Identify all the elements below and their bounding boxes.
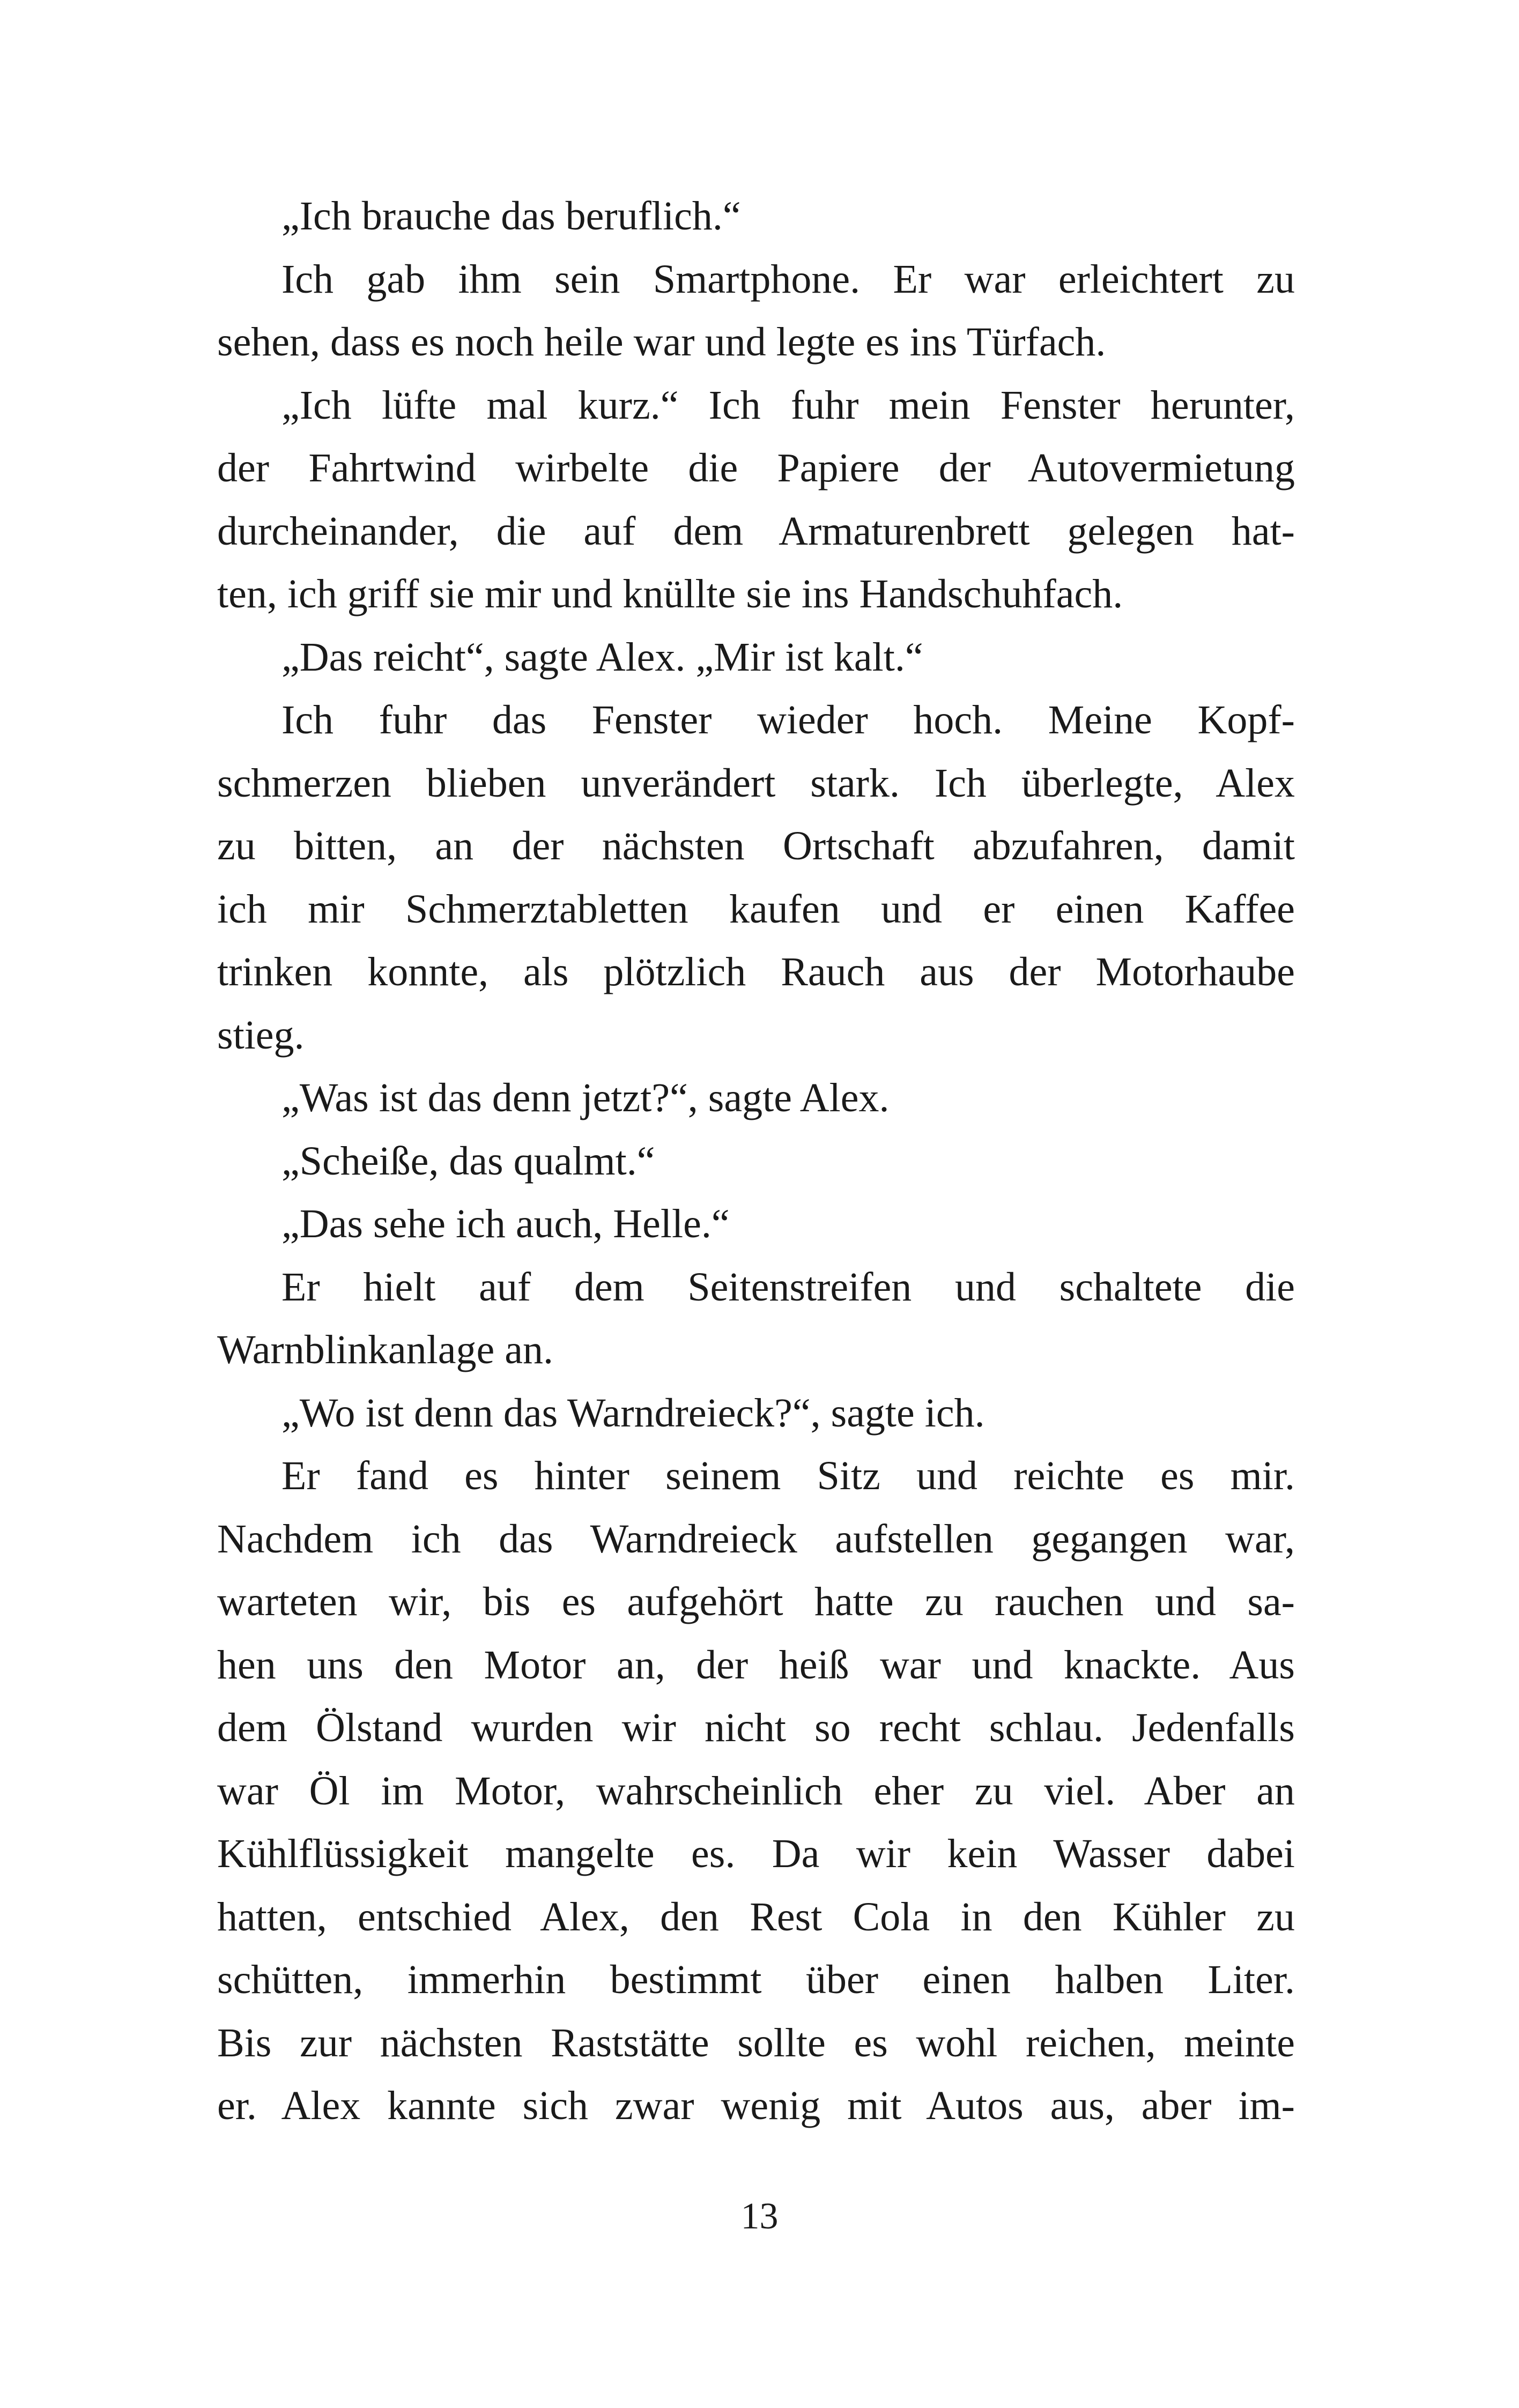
text-line: hen uns den Motor an, der heiß war und knackte. Aus: [217, 1642, 1295, 1688]
text-line: schütten, immerhin bestimmt über einen halben Liter.: [217, 1957, 1295, 2002]
text-line: dem Ölstand wurden wir nicht so recht schlau. Jedenfalls: [217, 1705, 1295, 1750]
text-line: „Wo ist denn das Warndreieck?“, sagte ich.: [281, 1390, 985, 1436]
text-line: er. Alex kannte sich zwar wenig mit Autos aus, aber im-: [217, 2083, 1295, 2128]
text-line: „Ich lüfte mal kurz.“ Ich fuhr mein Fenster herunter,: [281, 382, 1295, 428]
text-line: Ich gab ihm sein Smartphone. Er war erleichtert zu: [281, 256, 1295, 302]
text-line: „Scheiße, das qualmt.“: [281, 1138, 655, 1184]
text-line: ich mir Schmerztabletten kaufen und er einen Kaffee: [217, 886, 1295, 932]
text-line: war Öl im Motor, wahrscheinlich eher zu viel. Aber an: [217, 1768, 1295, 1814]
text-line: der Fahrtwind wirbelte die Papiere der Autovermietung: [217, 445, 1295, 490]
text-line: Ich fuhr das Fenster wieder hoch. Meine Kopf-: [281, 697, 1295, 742]
text-line: „Das sehe ich auch, Helle.“: [281, 1201, 730, 1246]
text-line: trinken konnte, als plötzlich Rauch aus der Motorhaube: [217, 949, 1295, 994]
text-line: schmerzen blieben unverändert stark. Ich überlegte, Alex: [217, 760, 1295, 806]
text-line: Er fand es hinter seinem Sitz und reichte es mir.: [281, 1453, 1295, 1498]
text-line: „Das reicht“, sagte Alex. „Mir ist kalt.“: [281, 634, 923, 680]
text-line: Nachdem ich das Warndreieck aufstellen gegangen war,: [217, 1516, 1295, 1562]
text-line: Bis zur nächsten Raststätte sollte es wohl reichen, meinte: [217, 2020, 1295, 2065]
text-line: durcheinander, die auf dem Armaturenbrett gelegen hat-: [217, 508, 1295, 554]
text-line: ten, ich griff sie mir und knüllte sie ins Handschuhfach.: [217, 571, 1123, 616]
text-line: „Ich brauche das beruflich.“: [281, 194, 741, 239]
text-line: „Was ist das denn jetzt?“, sagte Alex.: [281, 1075, 890, 1120]
text-line: zu bitten, an der nächsten Ortschaft abzufahren, damit: [217, 823, 1295, 868]
text-line: Er hielt auf dem Seitenstreifen und schaltete die: [281, 1264, 1295, 1310]
text-line: hatten, entschied Alex, den Rest Cola in den Kühler zu: [217, 1894, 1295, 1939]
body-text: [217, 185, 1295, 2138]
text-line: stieg.: [217, 1012, 305, 1058]
text-line: Warnblinkanlage an.: [217, 1327, 553, 1372]
text-line: Kühlflüssigkeit mangelte es. Da wir kein Wasser dabei: [217, 1831, 1295, 1876]
page-number: 13: [740, 2196, 779, 2237]
text-line: warteten wir, bis es aufgehört hatte zu rauchen und sa-: [217, 1579, 1295, 1624]
text-line: sehen, dass es noch heile war und legte es ins Türfach.: [217, 319, 1106, 365]
